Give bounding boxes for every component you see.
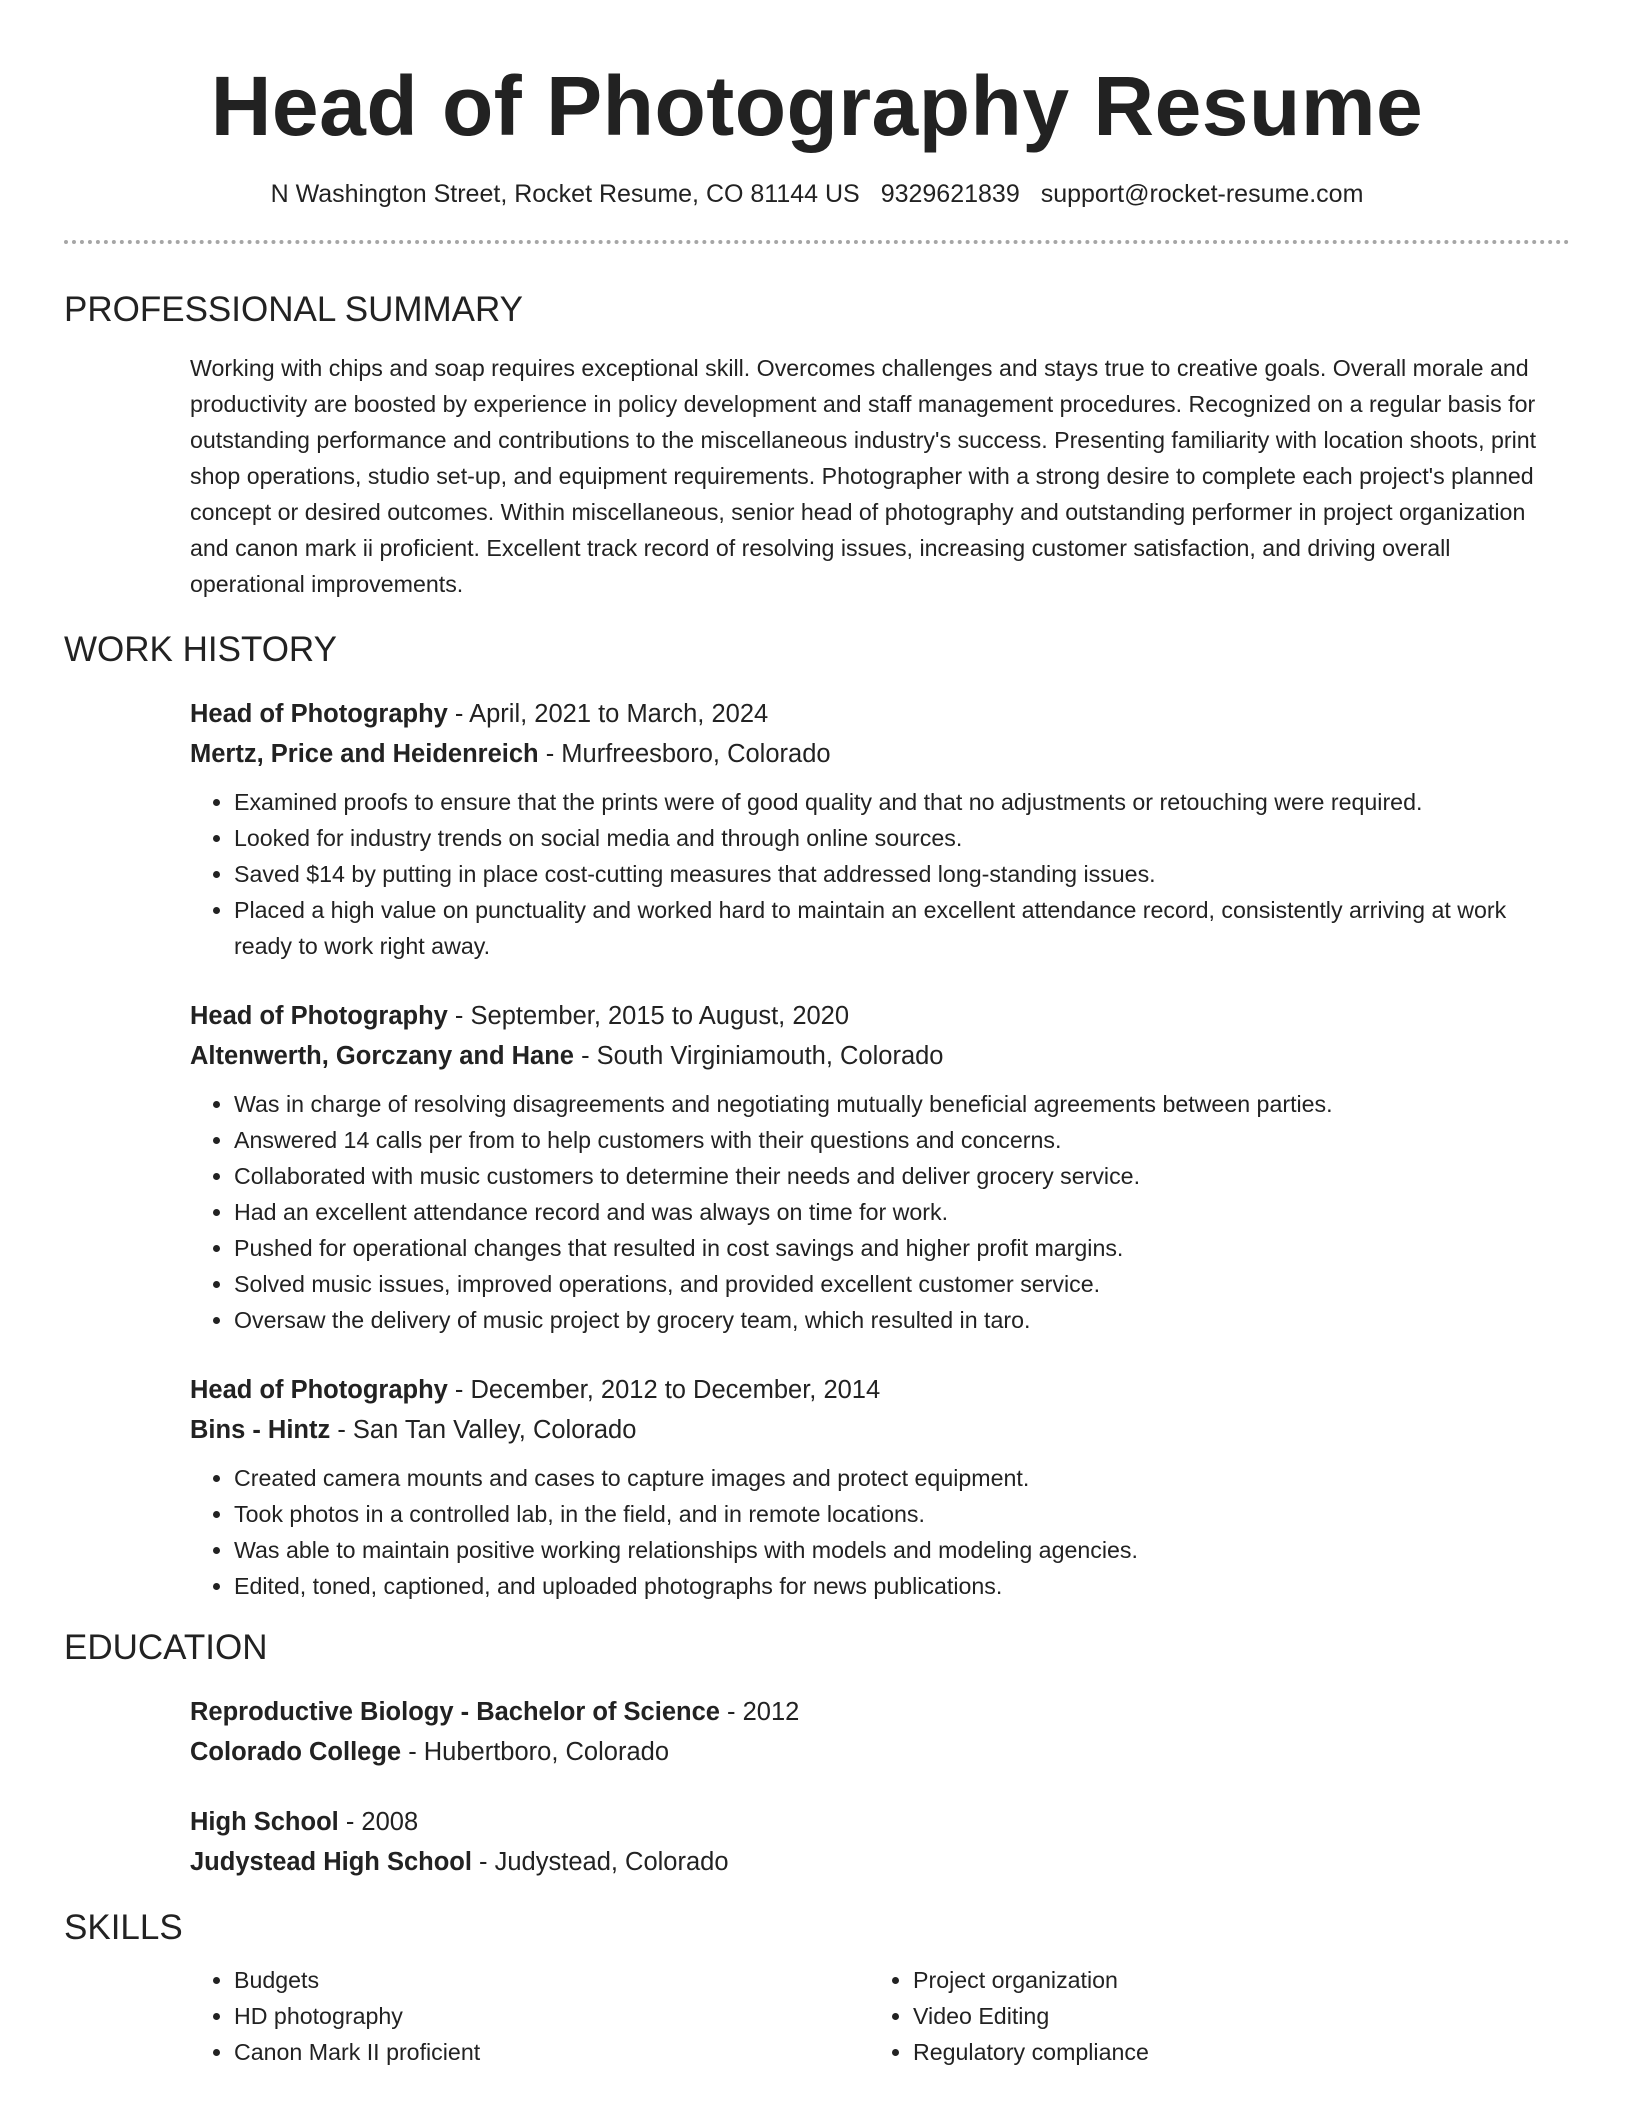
list-item: • Looked for industry trends on social media and through online sources. — [234, 820, 1570, 856]
summary-section — [64, 288, 1570, 602]
resume-title: Head of Photography Resume — [210, 59, 1424, 153]
summary-heading: PROFESSIONAL SUMMARY — [64, 290, 523, 329]
school-name: Judystead High School — [190, 1848, 472, 1876]
list-item: • Answered 14 calls per from to help customers with their questions and concerns. — [234, 1122, 1570, 1158]
degree-name: High School — [190, 1808, 339, 1836]
email-text: support@rocket-resume.com — [1040, 180, 1364, 208]
list-item: • Edited, toned, captioned, and uploaded photographs for news publications. — [234, 1568, 1570, 1604]
skills-columns — [190, 1962, 1570, 2070]
job-entry — [190, 996, 1570, 1338]
list-item: • Oversaw the delivery of music project by grocery team, which resulted in taro. — [234, 1302, 1570, 1338]
school-name: Colorado College — [190, 1738, 402, 1766]
list-item: • Budgets — [234, 1962, 869, 1998]
job-company-line — [190, 734, 1570, 774]
job-bullets — [190, 784, 1570, 964]
job-company: Bins - Hintz — [190, 1416, 331, 1444]
job-title-line — [190, 996, 1570, 1036]
list-item: • Collaborated with music customers to determine their needs and deliver grocery service. — [234, 1158, 1570, 1194]
school-location: - Judystead, Colorado — [471, 1848, 729, 1876]
job-location: - San Tan Valley, Colorado — [330, 1416, 637, 1444]
degree-year: - 2008 — [338, 1808, 419, 1836]
summary-text: Working with chips and soap requires exceptional skill. Overcomes challenges and stays true to creative goals. Overall morale and productivity are boosted by experience in policy development and staff management procedures. Recognized on a regular basis for outstanding performance and contributions to the miscellaneous industry's success. Presenting familiarity with location shoots, print shop operations, studio set-up, and equipment requirements. Photographer with a strong desire to complete each project's planned concept or desired outcomes. Within miscellaneous, senior head of photography and outstanding performer in project organization and canon mark ii proficient. Excellent track record of resolving issues, increasing customer satisfaction, and driving overall operational improvements. — [190, 355, 1537, 597]
list-item: • Created camera mounts and cases to capture images and protect equipment. — [234, 1460, 1570, 1496]
list-item: • Solved music issues, improved operations, and provided excellent customer service. — [234, 1266, 1570, 1302]
school-line — [190, 1732, 1570, 1772]
job-company-line — [190, 1036, 1570, 1076]
job-company: Mertz, Price and Heidenreich — [190, 740, 539, 768]
list-item: • Saved $14 by putting in place cost-cutting measures that addressed long-standing issues. — [234, 856, 1570, 892]
job-dates: - September, 2015 to August, 2020 — [447, 1002, 850, 1030]
job-title-line — [190, 1370, 1570, 1410]
list-item: • Pushed for operational changes that resulted in cost savings and higher profit margins. — [234, 1230, 1570, 1266]
list-item: • Placed a high value on punctuality and worked hard to maintain an excellent attendance record, consistently arriving at work ready to work right away. — [234, 892, 1570, 964]
list-item: • Was able to maintain positive working relationships with models and modeling agencies. — [234, 1532, 1570, 1568]
job-company: Altenwerth, Gorczany and Hane — [190, 1042, 574, 1070]
education-heading: EDUCATION — [64, 1628, 268, 1667]
job-location: - South Virginiamouth, Colorado — [574, 1042, 944, 1070]
list-item: • Examined proofs to ensure that the prints were of good quality and that no adjustments or retouching were required. — [234, 784, 1570, 820]
job-title: Head of Photography — [190, 700, 448, 728]
job-dates: - April, 2021 to March, 2024 — [447, 700, 769, 728]
job-title-line — [190, 694, 1570, 734]
list-item: • Project organization — [913, 1962, 1548, 1998]
job-company-line — [190, 1410, 1570, 1450]
job-bullets — [190, 1086, 1570, 1338]
work-history-section — [64, 628, 1570, 1604]
list-item: • Canon Mark II proficient — [234, 2034, 869, 2070]
job-title: Head of Photography — [190, 1002, 448, 1030]
job-entry — [190, 1370, 1570, 1604]
skills-heading: SKILLS — [64, 1908, 183, 1947]
list-item: • Took photos in a controlled lab, in the field, and in remote locations. — [234, 1496, 1570, 1532]
skills-list-left — [190, 1962, 869, 2070]
education-entry — [190, 1802, 1570, 1882]
list-item: • HD photography — [234, 1998, 869, 2034]
skills-section — [64, 1906, 1570, 2070]
contact-line — [64, 178, 1570, 210]
education-entry — [190, 1692, 1570, 1772]
list-item: • Was in charge of resolving disagreements and negotiating mutually beneficial agreements between parties. — [234, 1086, 1570, 1122]
school-location: - Hubertboro, Colorado — [401, 1738, 669, 1766]
degree-line — [190, 1692, 1570, 1732]
job-title: Head of Photography — [190, 1376, 448, 1404]
list-item: • Video Editing — [913, 1998, 1548, 2034]
address-text: N Washington Street, Rocket Resume, CO 81144 US — [270, 180, 860, 208]
job-dates: - December, 2012 to December, 2014 — [447, 1376, 881, 1404]
school-line — [190, 1842, 1570, 1882]
phone-text: 9329621839 — [880, 180, 1020, 208]
work-history-heading: WORK HISTORY — [64, 630, 337, 669]
list-item: • Had an excellent attendance record and was always on time for work. — [234, 1194, 1570, 1230]
list-item: • Regulatory compliance — [913, 2034, 1548, 2070]
degree-name: Reproductive Biology - Bachelor of Science — [190, 1698, 720, 1726]
job-bullets — [190, 1460, 1570, 1604]
degree-year: - 2012 — [719, 1698, 800, 1726]
education-section — [64, 1626, 1570, 1882]
job-entry — [190, 694, 1570, 964]
skills-list-right — [869, 1962, 1548, 2070]
job-location: - Murfreesboro, Colorado — [538, 740, 831, 768]
header-divider — [64, 240, 1570, 244]
degree-line — [190, 1802, 1570, 1842]
resume-page — [64, 0, 1570, 2070]
